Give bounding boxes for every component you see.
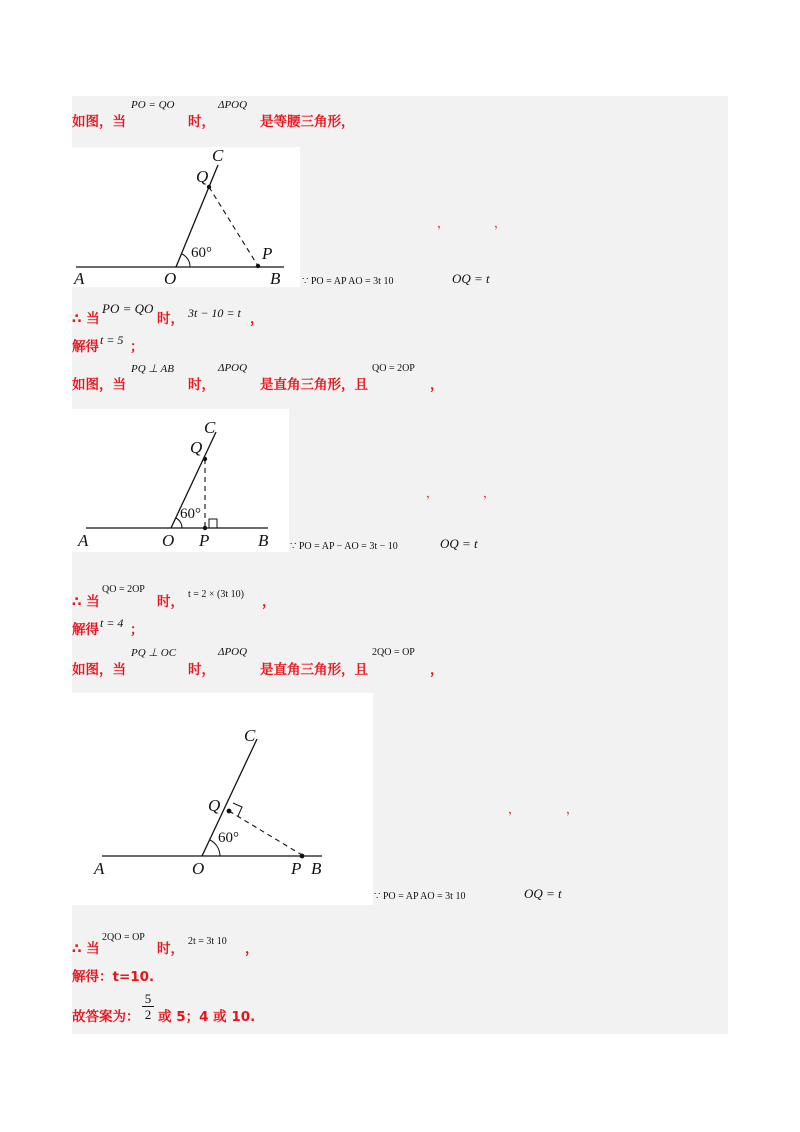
diagram-3 xyxy=(72,693,373,905)
answer-suffix: 或 5；4 或 10. xyxy=(158,1009,256,1025)
d3-angle: 60° xyxy=(218,830,239,846)
s1-eq1: ∵ PO = AP AO = 3t 10 xyxy=(302,276,394,287)
s1-line2-mid: 时， xyxy=(157,311,184,327)
d3-label-a: A xyxy=(94,859,105,878)
s2-end: ， xyxy=(430,377,444,393)
s3-eq1: ∵ PO = AP AO = 3t 10 xyxy=(374,891,466,902)
s3-line2-mid: 时， xyxy=(157,941,184,957)
s2-line2-prefix: ∴ 当 xyxy=(72,594,100,610)
d2-label-a: A xyxy=(78,531,89,550)
diagram-2 xyxy=(72,409,289,552)
d1-angle: 60° xyxy=(191,245,212,261)
s1-comma1: ， xyxy=(437,216,450,230)
d2-label-o: O xyxy=(162,531,175,550)
d3-label-b: B xyxy=(311,859,322,878)
answer-frac-den: 2 xyxy=(142,1006,154,1022)
d2-label-c: C xyxy=(204,418,216,437)
s1-line2-cond: PO = QO xyxy=(102,301,154,316)
s2-tri: ΔPOQ xyxy=(218,362,248,374)
s1-solve-eq: t = 5 xyxy=(100,333,124,347)
s3-eq2: OQ = t xyxy=(524,886,562,901)
s3-comma1: ， xyxy=(508,802,521,816)
s3-cond: PQ ⊥ OC xyxy=(131,647,177,659)
s2-rel: QO = 2OP xyxy=(372,363,415,374)
s1-line2-eq: 3t − 10 = t xyxy=(188,306,241,320)
s1-eq2: OQ = t xyxy=(452,271,490,286)
s3-line2-prefix: ∴ 当 xyxy=(72,941,100,957)
s3-rel: 2QO = OP xyxy=(372,647,415,658)
d2-label-p: P xyxy=(199,531,210,550)
d1-label-q: Q xyxy=(196,167,209,186)
d3-label-q: Q xyxy=(208,796,221,815)
d3-label-o: O xyxy=(192,859,205,878)
s2-solve-prefix: 解得 xyxy=(72,622,99,638)
s2-solve-eq: t = 4 xyxy=(100,616,124,630)
s1-line2-prefix: ∴ 当 xyxy=(72,311,100,327)
s3-line2-suffix: ， xyxy=(245,941,259,957)
answer-frac-num: 5 xyxy=(144,991,152,1006)
diagram-1 xyxy=(72,147,300,287)
s1-line1 xyxy=(72,110,126,130)
s1-tri: ΔPOQ xyxy=(218,99,248,111)
s1-suffix: 是等腰三角形， xyxy=(260,114,355,130)
d2-angle: 60° xyxy=(180,506,201,522)
s2-line2-mid: 时， xyxy=(157,594,184,610)
d2-label-q: Q xyxy=(190,438,203,457)
s3-line2-cond: 2QO = OP xyxy=(102,932,145,943)
s2-line1-prefix: 如图，当 xyxy=(72,377,126,393)
s2-mid: 时， xyxy=(188,377,215,393)
s1-solve-suffix: ； xyxy=(130,339,144,355)
s2-comma1: ， xyxy=(426,486,439,500)
s2-suffix: 是直角三角形，且 xyxy=(260,377,368,393)
s2-eq1: ∵ PO = AP − AO = 3t − 10 xyxy=(290,541,398,552)
d1-label-p: P xyxy=(262,244,273,263)
s1-cond: PO = QO xyxy=(131,99,175,111)
s1-line2-suffix: ， xyxy=(250,311,264,327)
d3-label-p: P xyxy=(291,859,302,878)
s2-comma2: ， xyxy=(483,486,496,500)
s2-cond: PQ ⊥ AB xyxy=(131,363,174,375)
s2-line2-suffix: ， xyxy=(262,594,276,610)
d1-label-c: C xyxy=(212,147,224,165)
s3-suffix: 是直角三角形，且 xyxy=(260,662,368,678)
s1-line1-prefix: 如图，当 xyxy=(72,114,126,130)
s1-comma2: ， xyxy=(494,216,507,230)
answer-prefix: 故答案为： xyxy=(72,1009,140,1025)
s1-mid: 时， xyxy=(188,114,215,130)
s2-line2-eq: t = 2 × (3t 10) xyxy=(188,589,244,600)
d1-label-o: O xyxy=(164,269,177,287)
s3-line1-prefix: 如图，当 xyxy=(72,662,126,678)
s2-line2-cond: QO = 2OP xyxy=(102,584,145,595)
s2-solve-suffix: ； xyxy=(130,622,144,638)
s3-line2-eq: 2t = 3t 10 xyxy=(188,936,227,947)
d1-label-a: A xyxy=(74,269,85,287)
d2-label-b: B xyxy=(258,531,269,550)
s3-comma2: ， xyxy=(566,802,579,816)
s3-end: ， xyxy=(430,662,444,678)
s2-eq2: OQ = t xyxy=(440,536,478,551)
s3-tri: ΔPOQ xyxy=(218,646,248,658)
s3-solve: 解得：t=10. xyxy=(72,969,155,985)
d3-label-c: C xyxy=(244,726,256,745)
answer-fraction xyxy=(142,991,154,1022)
d1-label-b: B xyxy=(270,269,281,287)
s3-mid: 时， xyxy=(188,662,215,678)
s1-solve-prefix: 解得 xyxy=(72,339,99,355)
